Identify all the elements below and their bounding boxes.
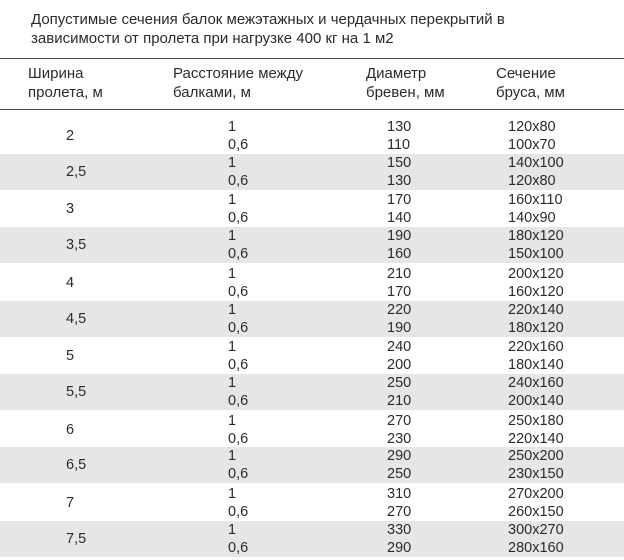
table-row [0, 301, 624, 337]
table-cell-b1: 220 [387, 301, 412, 318]
header-span-line1: Ширина [28, 65, 84, 82]
table-cell-s2: 180x140 [508, 357, 564, 374]
table-cell-b1: 310 [387, 486, 412, 502]
header-diameter-line1: Диаметр [366, 65, 427, 82]
table-cell-s2: 140x90 [508, 210, 556, 227]
table-cell-d2: 0,6 [228, 172, 249, 189]
table-row [0, 191, 624, 227]
table-cell-b2: 160 [387, 246, 412, 263]
table-cell-d1: 1 [228, 119, 237, 135]
table-cell-d1: 1 [228, 192, 237, 209]
table-cell-d1: 1 [228, 154, 237, 171]
table-cell-s2: 260x150 [508, 504, 564, 520]
table-cell-span: 6 [66, 421, 75, 438]
table-cell-d2: 0,6 [228, 430, 249, 447]
table-cell-d1: 1 [228, 521, 237, 538]
table-cell-b2: 190 [387, 319, 412, 336]
table-cell-s2: 280x160 [508, 539, 564, 556]
header-distance-line2: балками, м [173, 84, 251, 101]
table-cell-s1: 270x200 [508, 486, 564, 502]
header-top-rule [0, 58, 624, 59]
table-cell-span: 3,5 [66, 237, 87, 254]
table-cell-s2: 120x80 [508, 172, 556, 189]
table-cell-b2: 210 [387, 392, 412, 409]
table-cell-b2: 130 [387, 172, 412, 189]
table-cell-d2: 0,6 [228, 357, 249, 374]
table-cell-b2: 230 [387, 430, 412, 447]
table-title: Допустимые сечения балок межэтажных и чердачных перекрытий в зависимости от пролета при нагрузке 400 кг на 1 м2 [31, 11, 505, 47]
table-cell-s1: 250x180 [508, 412, 564, 429]
header-diameter [366, 64, 445, 102]
table-row [0, 227, 624, 263]
table-cell-s1: 220x140 [508, 301, 564, 318]
header-section-line1: Сечение [496, 65, 556, 82]
table-cell-span: 7 [66, 495, 75, 511]
table-cell-d1: 1 [228, 265, 237, 282]
table-cell-b1: 130 [387, 119, 412, 135]
table-cell-d2: 0,6 [228, 246, 249, 263]
table-cell-b1: 150 [387, 154, 412, 171]
table-cell-d2: 0,6 [228, 137, 249, 153]
table-row [0, 374, 624, 410]
table-cell-d1: 1 [228, 228, 237, 245]
table-cell-b1: 190 [387, 228, 412, 245]
table-cell-s1: 160x110 [508, 192, 563, 209]
table-cell-d1: 1 [228, 412, 237, 429]
table-cell-span: 4 [66, 274, 75, 291]
table-cell-s1: 140x100 [508, 154, 564, 171]
table-cell-d2: 0,6 [228, 504, 249, 520]
table-cell-s1: 240x160 [508, 374, 564, 391]
table-cell-s1: 200x120 [508, 265, 564, 282]
table-row [0, 447, 624, 483]
table-row [0, 154, 624, 190]
table-cell-s1: 180x120 [508, 228, 564, 245]
header-diameter-line2: бревен, мм [366, 84, 445, 101]
table-cell-span: 7,5 [66, 530, 87, 547]
table-cell-d2: 0,6 [228, 319, 249, 336]
table-cell-d1: 1 [228, 448, 237, 465]
table-cell-s1: 220x160 [508, 339, 564, 356]
table-cell-span: 4,5 [66, 310, 87, 327]
table-cell-b2: 290 [387, 539, 412, 556]
table-cell-s2: 160x120 [508, 283, 564, 300]
table-cell-b1: 270 [387, 412, 412, 429]
table-cell-s2: 220x140 [508, 430, 564, 447]
table-cell-s1: 250x200 [508, 448, 564, 465]
table-cell-d1: 1 [228, 374, 237, 391]
table-cell-b1: 210 [387, 265, 412, 282]
table-cell-d2: 0,6 [228, 392, 249, 409]
table-cell-s2: 100x70 [508, 137, 556, 153]
table-row [0, 521, 624, 557]
table-cell-s2: 230x150 [508, 466, 564, 483]
table-row [0, 412, 624, 448]
table-cell-span: 3 [66, 201, 75, 218]
table-cell-b1: 170 [387, 192, 412, 209]
table-cell-d2: 0,6 [228, 210, 249, 227]
table-cell-span: 6,5 [66, 457, 87, 474]
table-row [0, 118, 624, 154]
table-cell-d2: 0,6 [228, 283, 249, 300]
table-cell-s2: 180x120 [508, 319, 564, 336]
table-cell-span: 5,5 [66, 383, 87, 400]
table-cell-d1: 1 [228, 486, 237, 502]
table-cell-b2: 250 [387, 466, 412, 483]
table-row [0, 338, 624, 374]
table-cell-d2: 0,6 [228, 466, 249, 483]
table-cell-span: 2,5 [66, 163, 87, 180]
header-span [28, 64, 103, 102]
table-cell-b2: 200 [387, 357, 412, 374]
table-cell-d2: 0,6 [228, 539, 249, 556]
header-distance-line1: Расстояние между [173, 65, 303, 82]
table-cell-b1: 240 [387, 339, 412, 356]
header-section [496, 64, 565, 102]
table-cell-s2: 200x140 [508, 392, 564, 409]
header-bottom-rule [0, 109, 624, 110]
header-section-line2: бруса, мм [496, 84, 565, 101]
table-cell-span: 2 [66, 128, 75, 144]
table-cell-s1: 300x270 [508, 521, 564, 538]
table-row [0, 485, 624, 521]
table-cell-s1: 120x80 [508, 119, 556, 135]
table-cell-b1: 330 [387, 521, 412, 538]
table-cell-b1: 250 [387, 374, 412, 391]
header-distance [173, 64, 303, 102]
table-row [0, 265, 624, 301]
table-cell-b2: 110 [387, 137, 411, 153]
table-cell-b2: 170 [387, 283, 412, 300]
table-cell-s2: 150x100 [508, 246, 564, 263]
table-cell-d1: 1 [228, 301, 237, 318]
table-cell-b2: 140 [387, 210, 412, 227]
table-cell-span: 5 [66, 348, 75, 365]
table-cell-d1: 1 [228, 339, 237, 356]
header-span-line2: пролета, м [28, 84, 103, 101]
table-cell-b1: 290 [387, 448, 412, 465]
table-cell-b2: 270 [387, 504, 412, 520]
